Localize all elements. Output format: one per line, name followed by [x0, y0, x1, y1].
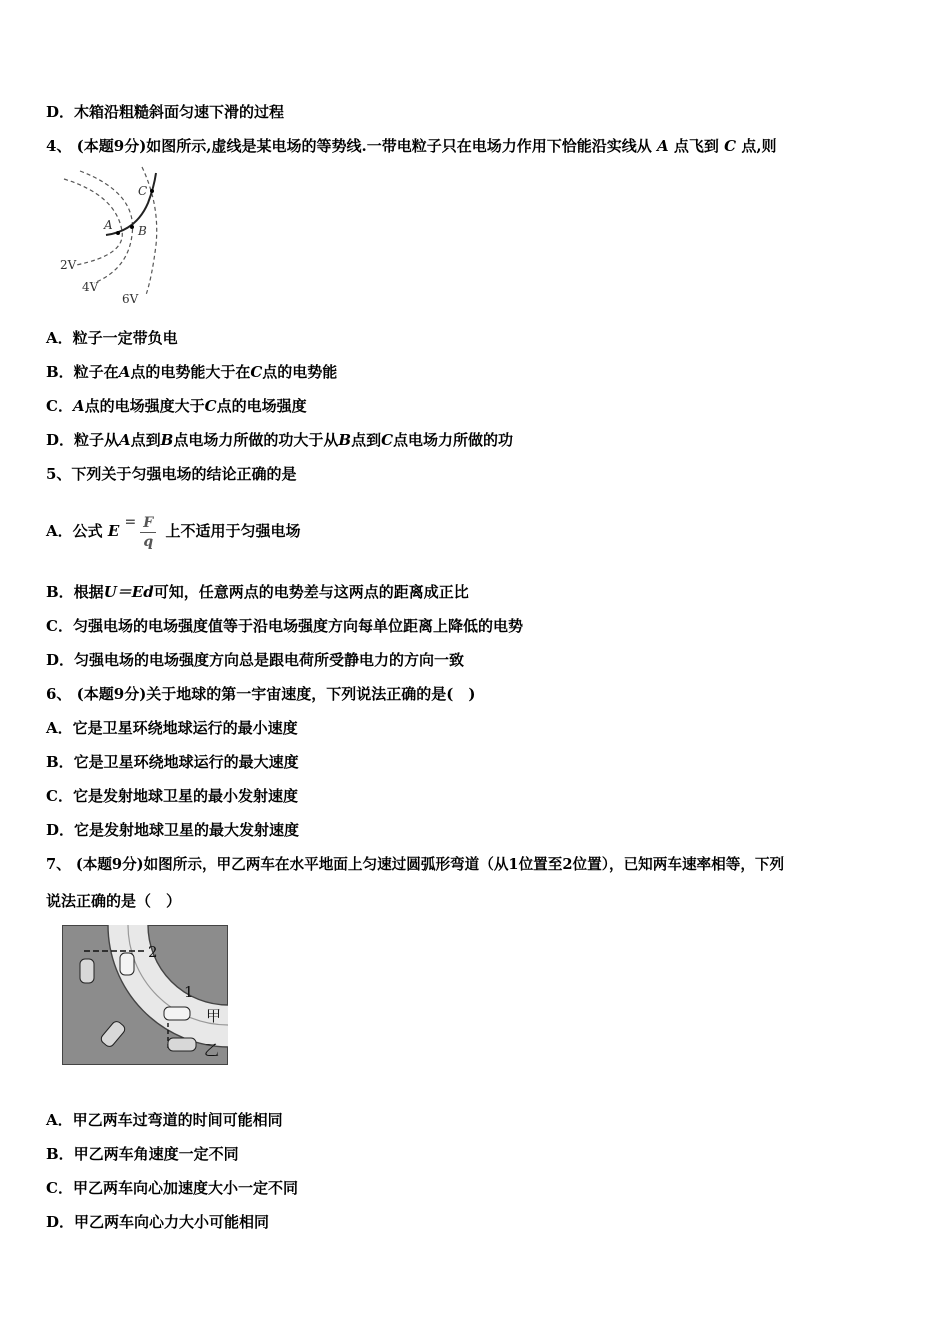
q4-equipotential-figure	[56, 165, 168, 307]
q4-option-c	[46, 396, 307, 416]
q4-option-b	[46, 362, 337, 382]
label-b: B	[138, 224, 147, 238]
q5-stem: 5、下列关于匀强电场的结论正确的是	[46, 465, 297, 483]
q6-stem: 6、 (本题9分)关于地球的第一宇宙速度，下列说法正确的是( )	[46, 685, 476, 703]
point-b-dot	[130, 225, 134, 229]
q5-opta-text-1: A．公式	[46, 522, 103, 540]
q5-option-a	[46, 500, 301, 550]
q4-optd-point-a: A	[119, 431, 131, 449]
q7-option-a: A．甲乙两车过弯道的时间可能相同	[46, 1111, 283, 1129]
q6-option-a: A．它是卫星环绕地球运行的最小速度	[46, 719, 298, 737]
q6-option-d: D．它是发射地球卫星的最大发射速度	[46, 821, 300, 839]
q4-stem-text-a: (本题9分)如图所示,虚线是某电场的等势线.一带电粒子只在电场力作用下恰能沿实线从	[76, 137, 652, 155]
q4-number: 4、	[46, 137, 72, 155]
q3-option-d: D．木箱沿粗糙斜面匀速下滑的过程	[46, 103, 285, 121]
point-a-dot	[116, 231, 120, 235]
q4-optd-text-2: 点到	[130, 431, 161, 449]
q4-stem-text-c: 点,则	[741, 137, 777, 155]
q4-option-a: A．粒子一定带负电	[46, 329, 178, 347]
label-jia: 甲	[206, 1007, 222, 1025]
q4-stem	[46, 136, 777, 156]
q7-option-d: D．甲乙两车向心力大小可能相同	[46, 1213, 270, 1231]
q4-optd-text-1: D．粒子从	[46, 431, 120, 449]
q5-equals-sign: =	[124, 514, 137, 530]
q7-road-figure	[62, 925, 228, 1065]
q4-optb-text-1: B．粒子在	[46, 363, 119, 381]
q4-optb-text-3: 点的电势能	[262, 363, 338, 381]
q4-optc-point-a: A	[72, 397, 85, 415]
q4-option-d	[46, 430, 513, 450]
car-jia-position-2	[120, 953, 134, 975]
q7-option-c: C．甲乙两车向心加速度大小一定不同	[46, 1179, 298, 1197]
q4-optb-point-a: A	[118, 363, 131, 381]
q4-optb-text-2: 点的电势能大于在	[130, 363, 251, 381]
formula-fraction	[140, 514, 156, 551]
label-6v: 6V	[122, 292, 139, 306]
q5-option-d: D．匀强电场的电场强度方向总是跟电荷所受静电力的方向一致	[46, 651, 465, 669]
q5-optb-text-2: 可知，任意两点的电势差与这两点的距离成正比	[153, 583, 469, 601]
q6-option-c: C．它是发射地球卫星的最小发射速度	[46, 787, 298, 805]
car-jia-position-1	[164, 1007, 190, 1020]
q4-optc-text-1: C．	[46, 397, 73, 415]
q4-optd-point-b: B	[160, 431, 174, 449]
q5-optb-equation: U＝Ed	[103, 583, 154, 601]
label-2v: 2V	[60, 258, 77, 272]
q4-optd-point-b2: B	[338, 431, 352, 449]
q4-optb-point-c: C	[250, 363, 263, 381]
q4-optd-point-c: C	[381, 431, 394, 449]
label-yi: 乙	[204, 1041, 220, 1059]
point-c-dot	[150, 189, 154, 193]
label-position-2: 2	[148, 943, 158, 961]
equipotential-line-2v	[64, 179, 122, 265]
label-4v: 4V	[82, 280, 99, 294]
q4-optd-text-3: 点电场力所做的功大于从	[173, 431, 339, 449]
q4-optd-text-4: 点到	[351, 431, 382, 449]
label-position-1: 1	[184, 983, 194, 1001]
q4-optc-text-2: 点的电场强度大于	[84, 397, 205, 415]
car-yi-position-1	[168, 1038, 196, 1051]
q5-opta-symbol-e: E	[107, 522, 120, 540]
q4-stem-text-b: 点飞到	[673, 137, 719, 155]
q6-option-b: B．它是卫星环绕地球运行的最大速度	[46, 753, 299, 771]
label-c: C	[138, 184, 148, 198]
q5-optb-text-1: B．根据	[46, 583, 104, 601]
q5-option-c: C．匀强电场的电场强度值等于沿电场强度方向每单位距离上降低的电势	[46, 617, 523, 635]
q4-point-c: C	[724, 137, 737, 155]
label-a: A	[104, 218, 113, 232]
q5-option-b	[46, 582, 469, 602]
q7-stem-line2: 说法正确的是（ ）	[46, 892, 182, 910]
fraction-denominator: q	[143, 533, 154, 550]
q5-opta-text-2: 上不适用于匀强电场	[165, 522, 301, 540]
q4-optd-text-5: 点电场力所做的功	[393, 431, 514, 449]
q7-stem-line1: 7、 (本题9分)如图所示，甲乙两车在水平地面上匀速过圆弧形弯道（从1位置至2位置），已知两车速率相等，下列	[46, 856, 785, 873]
q4-optc-text-3: 点的电场强度	[216, 397, 307, 415]
q4-optc-point-c: C	[204, 397, 217, 415]
fraction-numerator: F	[140, 514, 156, 533]
car-yi-position-2	[80, 959, 94, 983]
q4-point-a: A	[657, 137, 669, 155]
q7-option-b: B．甲乙两车角速度一定不同	[46, 1145, 239, 1163]
